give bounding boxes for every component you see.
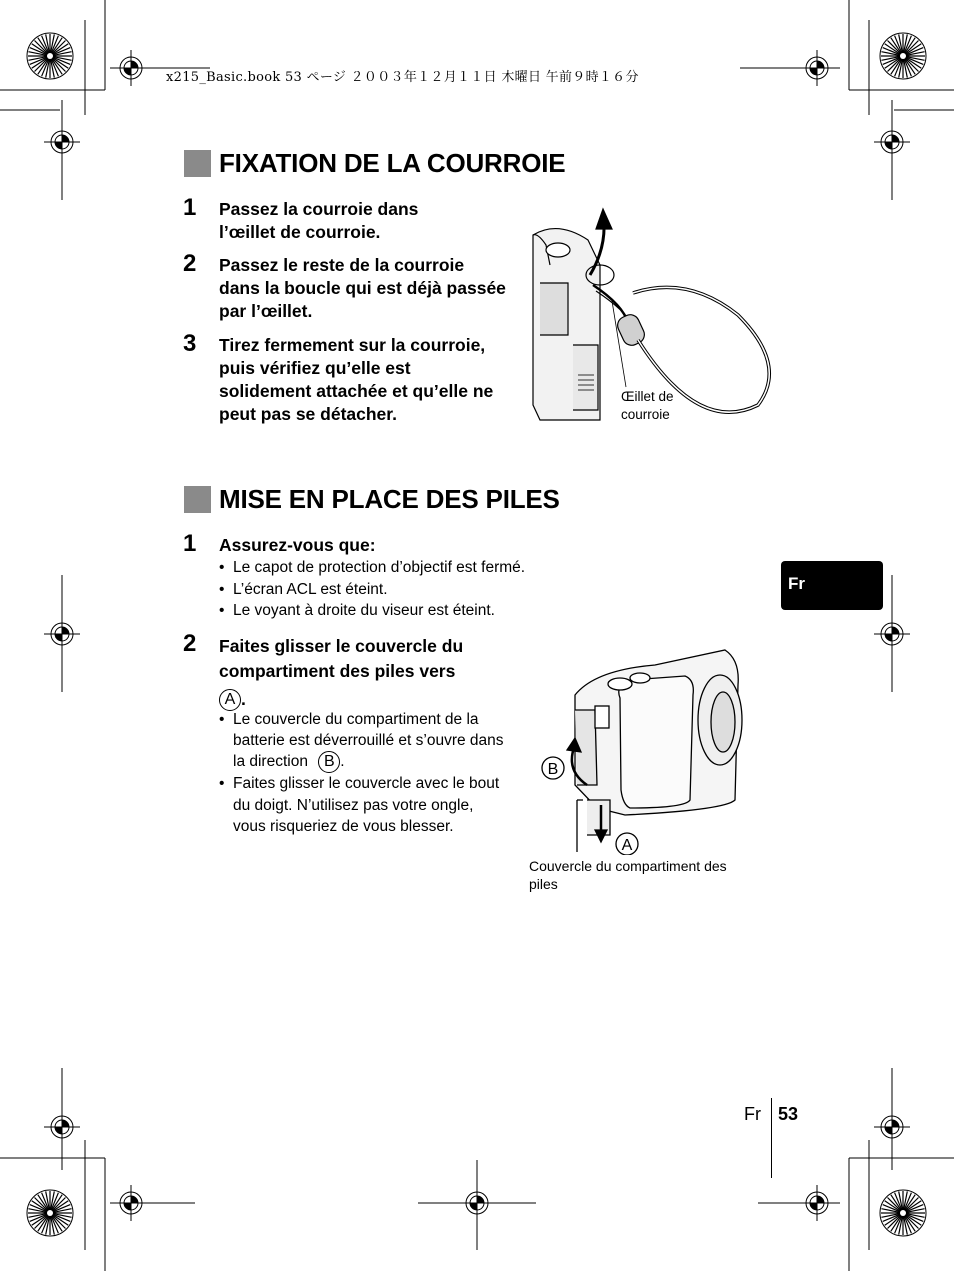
step-number: 1 — [183, 194, 197, 221]
section-title-text: FIXATION DE LA COURROIE — [219, 147, 566, 178]
section-title-strap — [184, 148, 565, 178]
file-header: x215_Basic.book 53 ページ ２００３年１２月１１日 木曜日 午前９時１６分 — [166, 70, 639, 85]
list-item: • L’écran ACL est éteint. — [219, 579, 619, 601]
step-text: Assurez-vous que: — [219, 535, 376, 555]
check-list — [219, 557, 619, 622]
step-text: Passez le reste de la courroie dans la boucle qui est déjà passée par l’œillet. — [219, 255, 506, 321]
step-text: Tirez fermement sur la courroie, puis vérifiez qu’elle est solidement attachée et qu’elle ne peut pas se détacher. — [219, 335, 494, 424]
section-title-batteries — [184, 484, 560, 514]
footer-language: Fr — [744, 1104, 761, 1124]
battery-cover-illustration — [535, 640, 750, 855]
step-number: 3 — [183, 330, 197, 357]
figure-label-a: A — [621, 837, 633, 854]
step-text: Passez la courroie dans l’œillet de courroie. — [219, 199, 419, 242]
step-text-main: Faites glisser le couvercle du compartiment des piles vers — [219, 636, 464, 681]
list-item: • Le capot de protection d’objectif est fermé. — [219, 557, 619, 579]
direction-a-marker: A — [219, 689, 241, 711]
figure-label-b: B — [547, 761, 559, 778]
section-square-icon — [184, 150, 211, 177]
direction-b-marker: B — [318, 751, 340, 773]
language-tab — [781, 561, 883, 610]
step-number: 1 — [183, 530, 197, 557]
list-item: • Le couvercle du compartiment de la batterie est déverrouillé et s’ouvre dans la direction B . — [219, 709, 509, 773]
list-item: • Le voyant à droite du viseur est éteint. — [219, 600, 619, 622]
page-number: 53 — [778, 1104, 799, 1124]
section-title-text: MISE EN PLACE DES PILES — [219, 483, 560, 514]
battery-cover-caption: Couvercle du compartiment des piles — [529, 858, 727, 892]
notes-list — [219, 709, 509, 837]
step-number: 2 — [183, 630, 197, 657]
list-item: • Faites glisser le couvercle avec le bout du doigt. N’utilisez pas votre ongle, vous risqueriez de vous blesser. — [219, 773, 509, 837]
language-tab-label: Fr — [788, 574, 805, 593]
section-square-icon — [184, 486, 211, 513]
strap-eyelet-caption: Œillet de courroie — [621, 389, 674, 422]
footer-divider — [771, 1098, 772, 1178]
step-text: Faites glisser le couvercle du compartiment des piles vers A . — [219, 634, 509, 712]
step-number: 2 — [183, 250, 197, 277]
